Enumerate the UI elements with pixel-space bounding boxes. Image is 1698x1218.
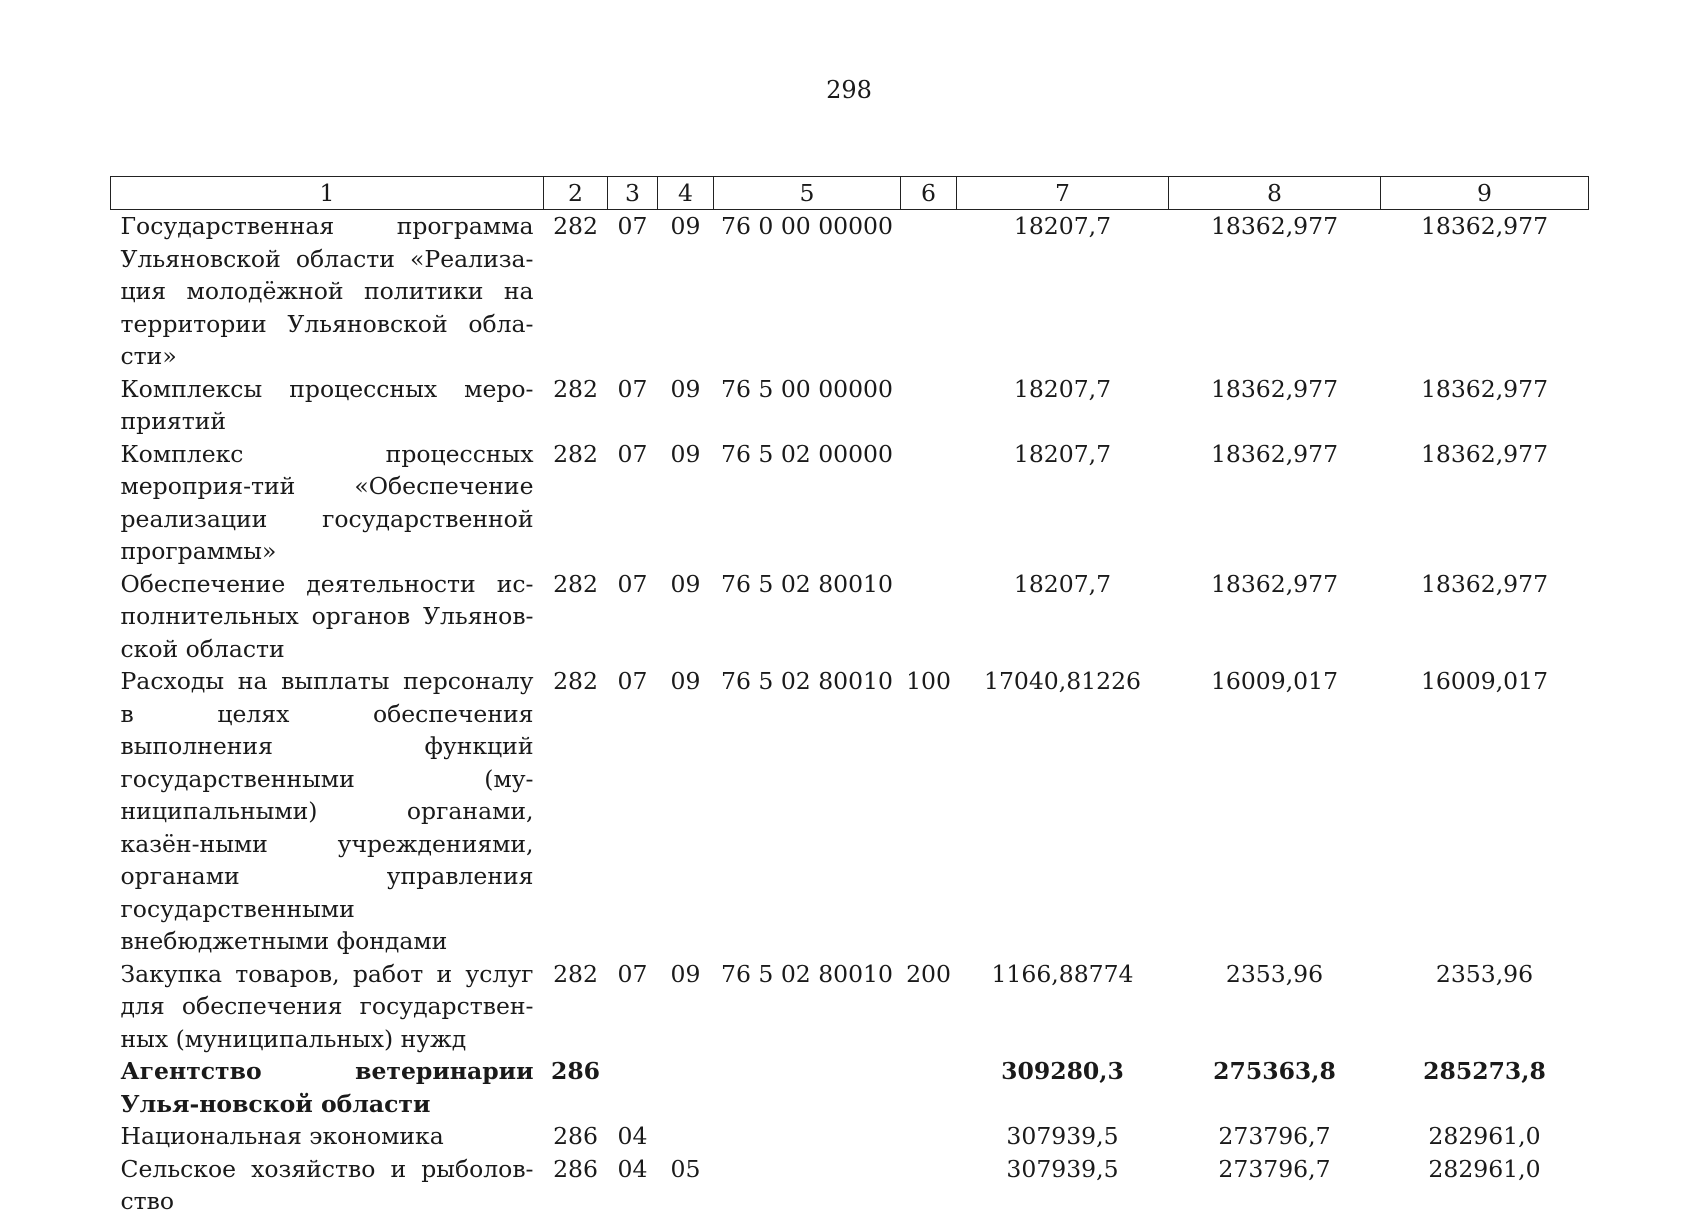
admin-code: 282: [553, 374, 598, 403]
section-code: 07: [617, 374, 648, 403]
amount-col-7: 1166,88774: [991, 959, 1134, 988]
target-article-code: [714, 1055, 901, 1120]
amount-col-7: 18207,7: [1013, 569, 1112, 598]
expense-type-code: [901, 373, 957, 438]
table-row: [111, 210, 1589, 373]
item-name: Закупка товаров, работ и услуг для обеспечения государствен-ных (муниципальных) нужд: [120, 959, 534, 1053]
header-cell: 9: [1381, 177, 1589, 210]
admin-code: 282: [553, 439, 598, 468]
table-body: [111, 210, 1589, 1218]
subsection-code: 09: [670, 374, 701, 403]
subsection-code: 05: [670, 1154, 701, 1183]
amount-col-7: 17040,81226: [984, 667, 1141, 695]
target-article-code: 76 5 02 80010: [721, 959, 893, 988]
subsection-code: 09: [670, 212, 701, 240]
admin-code: 282: [553, 667, 598, 695]
subsection-code: 09: [670, 569, 701, 598]
expense-type-code: 100: [906, 667, 951, 695]
table-row: [111, 665, 1589, 958]
item-name: Обеспечение деятельности ис-полнительных органов Ульянов-ской области: [120, 569, 534, 663]
table-row: [111, 1055, 1589, 1120]
header-cell: 4: [658, 177, 714, 210]
subsection-code: 09: [670, 439, 701, 468]
amount-col-8: 275363,8: [1213, 1057, 1336, 1085]
expense-type-code: 200: [906, 959, 951, 988]
header-cell: 5: [714, 177, 901, 210]
budget-table: [110, 176, 1589, 1218]
expense-type-code: [901, 1055, 957, 1120]
amount-col-7: 18207,7: [1013, 212, 1112, 240]
table-row: [111, 958, 1589, 1056]
section-code: 07: [617, 959, 648, 988]
admin-code: 286: [550, 1057, 601, 1085]
amount-col-7: 307939,5: [1006, 1122, 1119, 1150]
item-name: Расходы на выплаты персоналу в целях обеспечения выполнения функций государственными (му-ниципальными) органами, казён-ными учреждениями, органами управления государственными внебюджетными фондами: [120, 667, 534, 955]
amount-col-9: 16009,017: [1420, 667, 1549, 695]
subsection-code: [658, 1055, 714, 1120]
expense-type-code: [901, 1153, 957, 1218]
item-name: Государственная программа Ульяновской области «Реализа-ция молодёжной политики на территории Ульяновской обла-сти»: [120, 212, 534, 370]
section-code: 04: [617, 1122, 648, 1150]
table-header: [111, 177, 1589, 210]
target-article-code: 76 0 00 00000: [721, 212, 893, 240]
table-row: [111, 568, 1589, 666]
target-article-code: 76 5 02 00000: [721, 439, 893, 468]
amount-col-8: 18362,977: [1210, 374, 1339, 403]
header-cell: 7: [957, 177, 1169, 210]
admin-code: 286: [553, 1122, 598, 1150]
amount-col-8: 2353,96: [1225, 959, 1324, 988]
page-number: 298: [826, 76, 872, 104]
amount-col-9: 18362,977: [1420, 212, 1549, 240]
expense-type-code: [901, 568, 957, 666]
amount-col-7: 18207,7: [1013, 439, 1112, 468]
expense-type-code: [901, 1120, 957, 1153]
section-code: 07: [617, 212, 648, 240]
item-name: Комплексы процессных меро-приятий: [120, 374, 534, 435]
table-row: [111, 438, 1589, 568]
header-cell: 2: [544, 177, 608, 210]
amount-col-9: 282961,0: [1428, 1154, 1541, 1183]
item-name: Сельское хозяйство и рыболов-ство: [120, 1154, 534, 1215]
target-article-code: [714, 1153, 901, 1218]
amount-col-8: 16009,017: [1210, 667, 1339, 695]
expense-type-code: [901, 210, 957, 373]
header-cell: 1: [111, 177, 544, 210]
amount-col-7: 309280,3: [1001, 1057, 1124, 1085]
section-code: 07: [617, 439, 648, 468]
subsection-code: 09: [670, 959, 701, 988]
item-name: Агентство ветеринарии Улья-новской области: [120, 1057, 534, 1118]
admin-code: 282: [553, 959, 598, 988]
section-code: 04: [617, 1154, 648, 1183]
section-code: 07: [617, 667, 648, 695]
amount-col-7: 18207,7: [1013, 374, 1112, 403]
amount-col-8: 18362,977: [1210, 212, 1339, 240]
amount-col-7: 307939,5: [1006, 1154, 1119, 1183]
amount-col-8: 18362,977: [1210, 569, 1339, 598]
amount-col-8: 18362,977: [1210, 439, 1339, 468]
amount-col-8: 273796,7: [1218, 1122, 1331, 1150]
target-article-code: [714, 1120, 901, 1153]
table-row: [111, 1120, 1589, 1153]
item-name: Комплекс процессных мероприя-тий «Обеспечение реализации государственной программы»: [120, 439, 534, 565]
admin-code: 286: [553, 1154, 598, 1183]
amount-col-9: 285273,8: [1423, 1057, 1546, 1085]
subsection-code: [658, 1120, 714, 1153]
header-cell: 3: [608, 177, 658, 210]
header-row: [111, 177, 1589, 210]
item-name: Национальная экономика: [120, 1122, 444, 1150]
target-article-code: 76 5 02 80010: [721, 569, 893, 598]
amount-col-8: 273796,7: [1218, 1154, 1331, 1183]
table-row: [111, 373, 1589, 438]
amount-col-9: 18362,977: [1420, 374, 1549, 403]
header-cell: 6: [901, 177, 957, 210]
subsection-code: 09: [670, 667, 701, 695]
amount-col-9: 18362,977: [1420, 569, 1549, 598]
admin-code: 282: [553, 569, 598, 598]
section-code: [608, 1055, 658, 1120]
amount-col-9: 18362,977: [1420, 439, 1549, 468]
amount-col-9: 2353,96: [1435, 959, 1534, 988]
expense-type-code: [901, 438, 957, 568]
amount-col-9: 282961,0: [1428, 1122, 1541, 1150]
header-cell: 8: [1169, 177, 1381, 210]
target-article-code: 76 5 00 00000: [721, 374, 893, 403]
admin-code: 282: [553, 212, 598, 240]
table-row: [111, 1153, 1589, 1218]
target-article-code: 76 5 02 80010: [721, 667, 893, 695]
section-code: 07: [617, 569, 648, 598]
